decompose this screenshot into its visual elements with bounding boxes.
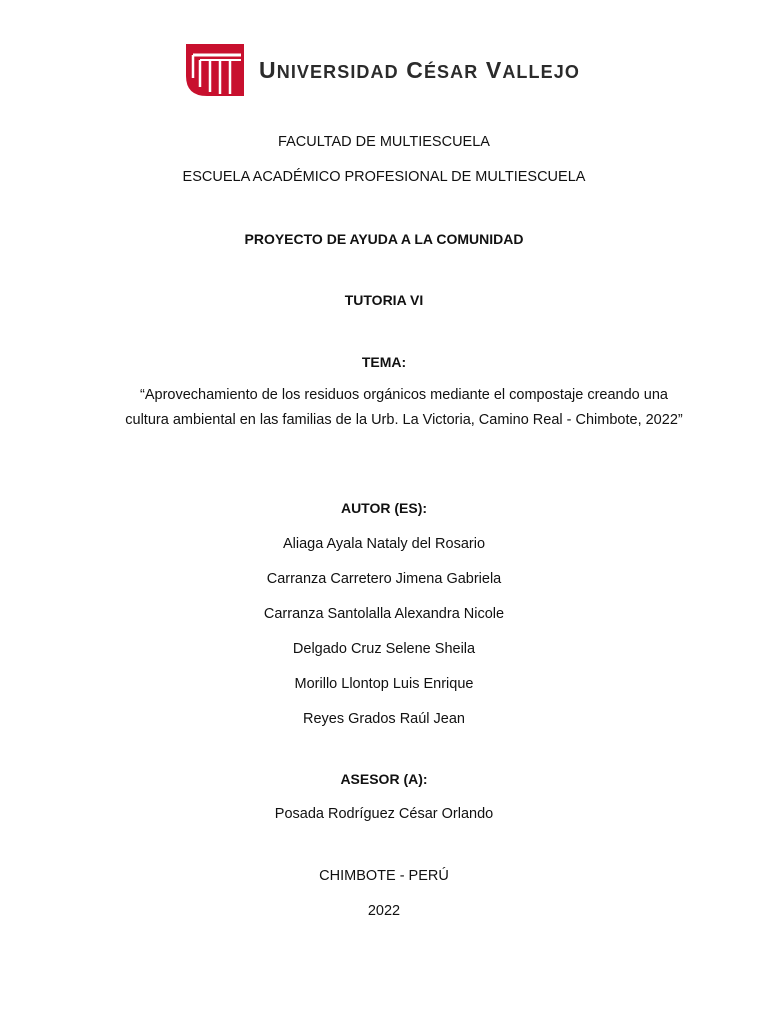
author-name: Carranza Santolalla Alexandra Nicole bbox=[263, 606, 505, 622]
school-line: ESCUELA ACADÉMICO PROFESIONAL DE MULTIESCUELA bbox=[182, 169, 586, 185]
course-title: TUTORIA VI bbox=[344, 292, 424, 308]
author-name: Aliaga Ayala Nataly del Rosario bbox=[282, 536, 486, 552]
author-name: Morillo Llontop Luis Enrique bbox=[294, 676, 474, 692]
university-logo bbox=[185, 42, 605, 98]
university-name: UNIVERSIDAD CÉSAR VALLEJO bbox=[259, 57, 580, 83]
advisor-name: Posada Rodríguez César Orlando bbox=[274, 806, 494, 822]
university-shield-logo bbox=[185, 42, 245, 98]
authors-label: AUTOR (ES): bbox=[340, 500, 428, 516]
author-name: Reyes Grados Raúl Jean bbox=[303, 711, 465, 727]
author-name: Carranza Carretero Jimena Gabriela bbox=[266, 571, 502, 587]
author-name: Delgado Cruz Selene Sheila bbox=[292, 641, 476, 657]
advisor-label: ASESOR (A): bbox=[340, 771, 428, 787]
location-line: CHIMBOTE - PERÚ bbox=[319, 868, 449, 884]
theme-text: “Aprovechamiento de los residuos orgánicos mediante el compostaje creando una cultura ambiental en las familias de la Urb. La Victoria, Camino Real - Chimbote, 2022” bbox=[125, 387, 683, 428]
project-title: PROYECTO DE AYUDA A LA COMUNIDAD bbox=[244, 231, 524, 247]
faculty-line: FACULTAD DE MULTIESCUELA bbox=[278, 134, 490, 150]
year-line: 2022 bbox=[367, 903, 401, 919]
theme-label: TEMA: bbox=[361, 354, 407, 370]
